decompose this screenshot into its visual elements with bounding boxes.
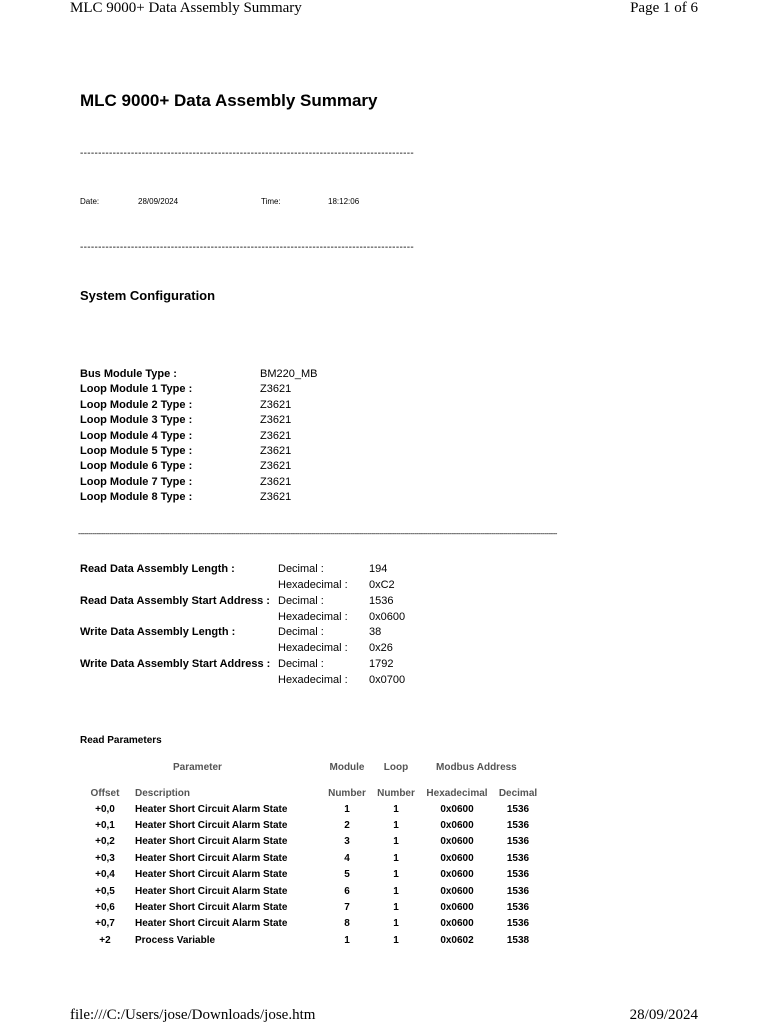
table-row xyxy=(0,869,768,885)
assembly-label: Read Data Assembly Start Address : xyxy=(80,595,270,607)
cell-description: Heater Short Circuit Alarm State xyxy=(135,836,288,847)
header-module-number: Number xyxy=(328,788,366,799)
hex-value: 0x0700 xyxy=(369,674,406,686)
cell-loop: 1 xyxy=(393,853,399,864)
header-parameter: Parameter xyxy=(173,762,222,773)
config-label: Loop Module 3 Type : xyxy=(80,414,193,426)
header-hexadecimal: Hexadecimal xyxy=(426,788,488,799)
config-label: Loop Module 4 Type : xyxy=(80,430,193,442)
config-value: Z3621 xyxy=(260,430,292,442)
table-row xyxy=(0,935,768,951)
hex-value: 0x0600 xyxy=(369,611,406,623)
table-row xyxy=(0,902,768,918)
cell-hex: 0x0600 xyxy=(440,918,474,929)
cell-module: 8 xyxy=(344,918,350,929)
cell-description: Heater Short Circuit Alarm State xyxy=(135,820,288,831)
print-header-page-number: Page 1 of 6 xyxy=(630,0,698,16)
divider-rule-2: -------------------------------------------------------------------------------------------- xyxy=(80,242,414,253)
cell-offset: +0,0 xyxy=(95,804,115,815)
page-title: MLC 9000+ Data Assembly Summary xyxy=(80,91,378,110)
hex-value: 0x26 xyxy=(369,642,393,654)
cell-decimal: 1536 xyxy=(506,820,530,831)
config-label: Bus Module Type : xyxy=(80,368,177,380)
hex-value: 0xC2 xyxy=(369,579,395,591)
cell-module: 5 xyxy=(344,869,350,880)
header-modbus-address: Modbus Address xyxy=(436,762,517,773)
config-label: Loop Module 7 Type : xyxy=(80,476,193,488)
cell-hex: 0x0600 xyxy=(440,836,474,847)
cell-description: Heater Short Circuit Alarm State xyxy=(135,804,288,815)
cell-hex: 0x0600 xyxy=(440,820,474,831)
cell-decimal: 1536 xyxy=(506,836,530,847)
config-value: BM220_MB xyxy=(260,368,318,380)
cell-hex: 0x0602 xyxy=(440,935,474,946)
config-value: Z3621 xyxy=(260,445,292,457)
hex-label: Hexadecimal : xyxy=(278,611,348,623)
print-footer-date: 28/09/2024 xyxy=(629,1007,698,1023)
decimal-value: 1536 xyxy=(369,595,394,607)
header-module: Module xyxy=(329,762,365,773)
cell-offset: +0,4 xyxy=(95,869,115,880)
date-value: 28/09/2024 xyxy=(138,197,179,206)
decimal-label: Decimal : xyxy=(278,563,324,575)
cell-decimal: 1536 xyxy=(506,853,530,864)
cell-decimal: 1536 xyxy=(506,869,530,880)
decimal-label: Decimal : xyxy=(278,626,324,638)
table-row xyxy=(0,918,768,934)
cell-module: 7 xyxy=(344,902,350,913)
cell-hex: 0x0600 xyxy=(440,902,474,913)
table-row xyxy=(0,853,768,869)
config-label: Loop Module 6 Type : xyxy=(80,460,193,472)
config-value: Z3621 xyxy=(260,476,292,488)
cell-description: Heater Short Circuit Alarm State xyxy=(135,869,288,880)
table-row xyxy=(0,820,768,836)
cell-decimal: 1536 xyxy=(506,886,530,897)
cell-offset: +0,7 xyxy=(95,918,115,929)
cell-decimal: 1536 xyxy=(506,902,530,913)
write-assembly-length xyxy=(0,626,768,658)
cell-hex: 0x0600 xyxy=(440,886,474,897)
write-assembly-start-address xyxy=(0,658,768,690)
assembly-label: Read Data Assembly Length : xyxy=(80,563,235,575)
cell-description: Heater Short Circuit Alarm State xyxy=(135,902,288,913)
decimal-label: Decimal : xyxy=(278,595,324,607)
config-label: Loop Module 2 Type : xyxy=(80,399,193,411)
config-label: Loop Module 5 Type : xyxy=(80,445,193,457)
cell-description: Heater Short Circuit Alarm State xyxy=(135,886,288,897)
cell-offset: +0,3 xyxy=(95,853,115,864)
cell-loop: 1 xyxy=(393,918,399,929)
system-configuration-heading: System Configuration xyxy=(80,288,216,303)
decimal-value: 194 xyxy=(369,563,388,575)
cell-loop: 1 xyxy=(393,886,399,897)
table-row xyxy=(0,804,768,820)
divider-rule-1: -------------------------------------------------------------------------------------------- xyxy=(80,148,414,159)
cell-module: 1 xyxy=(344,935,350,946)
cell-module: 2 xyxy=(344,820,350,831)
cell-description: Heater Short Circuit Alarm State xyxy=(135,918,288,929)
cell-module: 6 xyxy=(344,886,350,897)
assembly-label: Write Data Assembly Start Address : xyxy=(80,658,271,670)
decimal-label: Decimal : xyxy=(278,658,324,670)
cell-offset: +0,1 xyxy=(95,820,115,831)
cell-offset: +0,5 xyxy=(95,886,115,897)
cell-hex: 0x0600 xyxy=(440,804,474,815)
header-offset: Offset xyxy=(90,788,120,799)
read-assembly-start-address xyxy=(0,595,768,627)
decimal-value: 1792 xyxy=(369,658,394,670)
cell-description: Heater Short Circuit Alarm State xyxy=(135,853,288,864)
cell-decimal: 1536 xyxy=(506,804,530,815)
assembly-label: Write Data Assembly Length : xyxy=(80,626,236,638)
config-label: Loop Module 1 Type : xyxy=(80,383,193,395)
hex-label: Hexadecimal : xyxy=(278,642,348,654)
print-footer-url: file:///C:/Users/jose/Downloads/jose.htm xyxy=(70,1007,316,1023)
config-value: Z3621 xyxy=(260,491,292,503)
time-label: Time: xyxy=(261,197,281,206)
time-value: 18:12:06 xyxy=(328,197,360,206)
read-parameters-heading: Read Parameters xyxy=(80,735,162,746)
date-label: Date: xyxy=(80,197,100,206)
cell-module: 1 xyxy=(344,804,350,815)
read-assembly-length xyxy=(0,563,768,595)
cell-offset: +0,2 xyxy=(95,836,115,847)
header-loop: Loop xyxy=(383,762,409,773)
decimal-value: 38 xyxy=(369,626,382,638)
cell-loop: 1 xyxy=(393,869,399,880)
header-description: Description xyxy=(135,788,191,799)
table-row xyxy=(0,836,768,852)
config-value: Z3621 xyxy=(260,460,292,472)
print-header-title: MLC 9000+ Data Assembly Summary xyxy=(70,0,302,16)
divider-rule-3: ---------------------------------------------------------------------------------------------------------------------------------------------------------------------------------------------------------------------------------------- xyxy=(78,529,557,538)
config-value: Z3621 xyxy=(260,399,292,411)
cell-decimal: 1536 xyxy=(506,918,530,929)
cell-description: Process Variable xyxy=(135,935,216,946)
cell-offset: +2 xyxy=(99,935,111,946)
cell-module: 4 xyxy=(344,853,350,864)
table-row xyxy=(0,886,768,902)
cell-hex: 0x0600 xyxy=(440,853,474,864)
config-value: Z3621 xyxy=(260,383,292,395)
cell-loop: 1 xyxy=(393,935,399,946)
config-label: Loop Module 8 Type : xyxy=(80,491,193,503)
cell-module: 3 xyxy=(344,836,350,847)
header-decimal: Decimal xyxy=(498,788,538,799)
cell-decimal: 1538 xyxy=(506,935,530,946)
hex-label: Hexadecimal : xyxy=(278,579,348,591)
cell-hex: 0x0600 xyxy=(440,869,474,880)
config-value: Z3621 xyxy=(260,414,292,426)
cell-loop: 1 xyxy=(393,902,399,913)
hex-label: Hexadecimal : xyxy=(278,674,348,686)
cell-offset: +0,6 xyxy=(95,902,115,913)
cell-loop: 1 xyxy=(393,820,399,831)
header-loop-number: Number xyxy=(377,788,415,799)
cell-loop: 1 xyxy=(393,836,399,847)
cell-loop: 1 xyxy=(393,804,399,815)
